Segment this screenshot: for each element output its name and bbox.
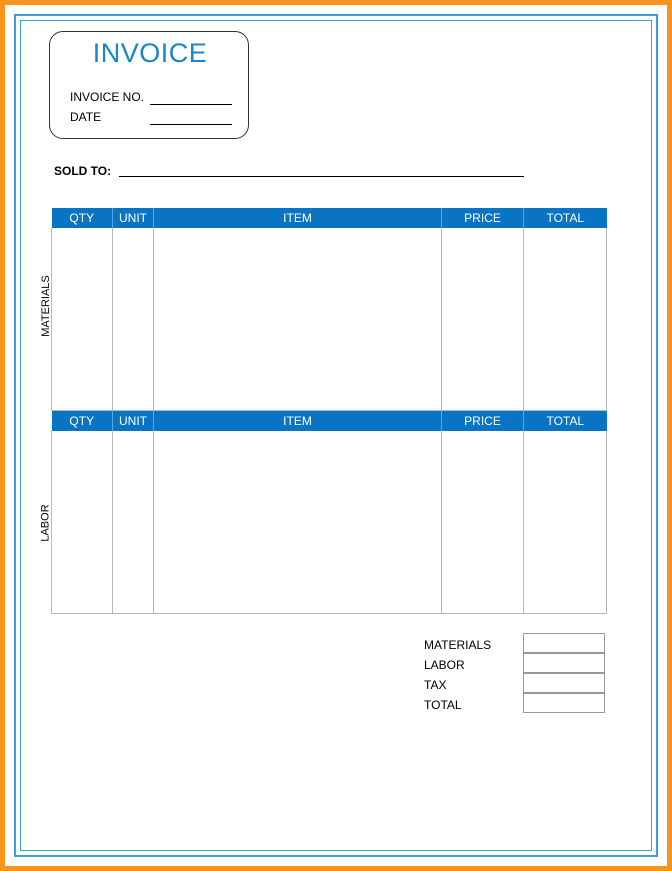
labor-col-total: TOTAL xyxy=(524,411,607,431)
labor-col-qty: QTY xyxy=(52,411,113,431)
materials-table xyxy=(51,208,607,411)
materials-entry-row xyxy=(52,228,607,410)
date-field[interactable] xyxy=(150,124,232,125)
materials-total-cell[interactable] xyxy=(524,228,607,410)
invoice-header-box xyxy=(49,31,249,139)
materials-unit-cell[interactable] xyxy=(113,228,154,410)
summary-tax-field[interactable] xyxy=(523,673,605,693)
date-label: DATE xyxy=(70,110,102,124)
labor-unit-cell[interactable] xyxy=(113,431,154,613)
materials-price-cell[interactable] xyxy=(442,228,524,410)
labor-col-unit: UNIT xyxy=(113,411,154,431)
materials-item-cell[interactable] xyxy=(154,228,442,410)
invoice-title: INVOICE xyxy=(92,38,208,68)
labor-header-row xyxy=(52,411,607,431)
labor-col-item: ITEM xyxy=(154,411,442,431)
invoice-no-field[interactable] xyxy=(150,104,232,105)
materials-col-item: ITEM xyxy=(154,208,442,228)
summary-total-field[interactable] xyxy=(523,693,605,713)
summary-materials-label: MATERIALS xyxy=(424,638,492,652)
labor-col-price: PRICE xyxy=(442,411,524,431)
labor-entry-row xyxy=(52,431,607,613)
sold-to-field[interactable] xyxy=(119,176,524,177)
materials-col-unit: UNIT xyxy=(113,208,154,228)
labor-side-label: LABOR xyxy=(39,504,52,542)
labor-total-cell[interactable] xyxy=(524,431,607,613)
materials-header-row xyxy=(52,208,607,228)
sold-to-label: SOLD TO: xyxy=(54,164,112,178)
summary-materials-field[interactable] xyxy=(523,633,605,653)
labor-table xyxy=(51,411,607,614)
materials-col-price: PRICE xyxy=(442,208,524,228)
summary-total-label: TOTAL xyxy=(424,698,462,712)
labor-price-cell[interactable] xyxy=(442,431,524,613)
materials-col-qty: QTY xyxy=(52,208,113,228)
materials-col-total: TOTAL xyxy=(524,208,607,228)
labor-item-cell[interactable] xyxy=(154,431,442,613)
labor-qty-cell[interactable] xyxy=(52,431,113,613)
summary-tax-label: TAX xyxy=(424,678,447,692)
invoice-no-label: INVOICE NO. xyxy=(70,90,145,104)
materials-qty-cell[interactable] xyxy=(52,228,113,410)
summary-labor-label: LABOR xyxy=(424,658,465,672)
summary-labor-field[interactable] xyxy=(523,653,605,673)
materials-side-label: MATERIALS xyxy=(39,275,52,337)
